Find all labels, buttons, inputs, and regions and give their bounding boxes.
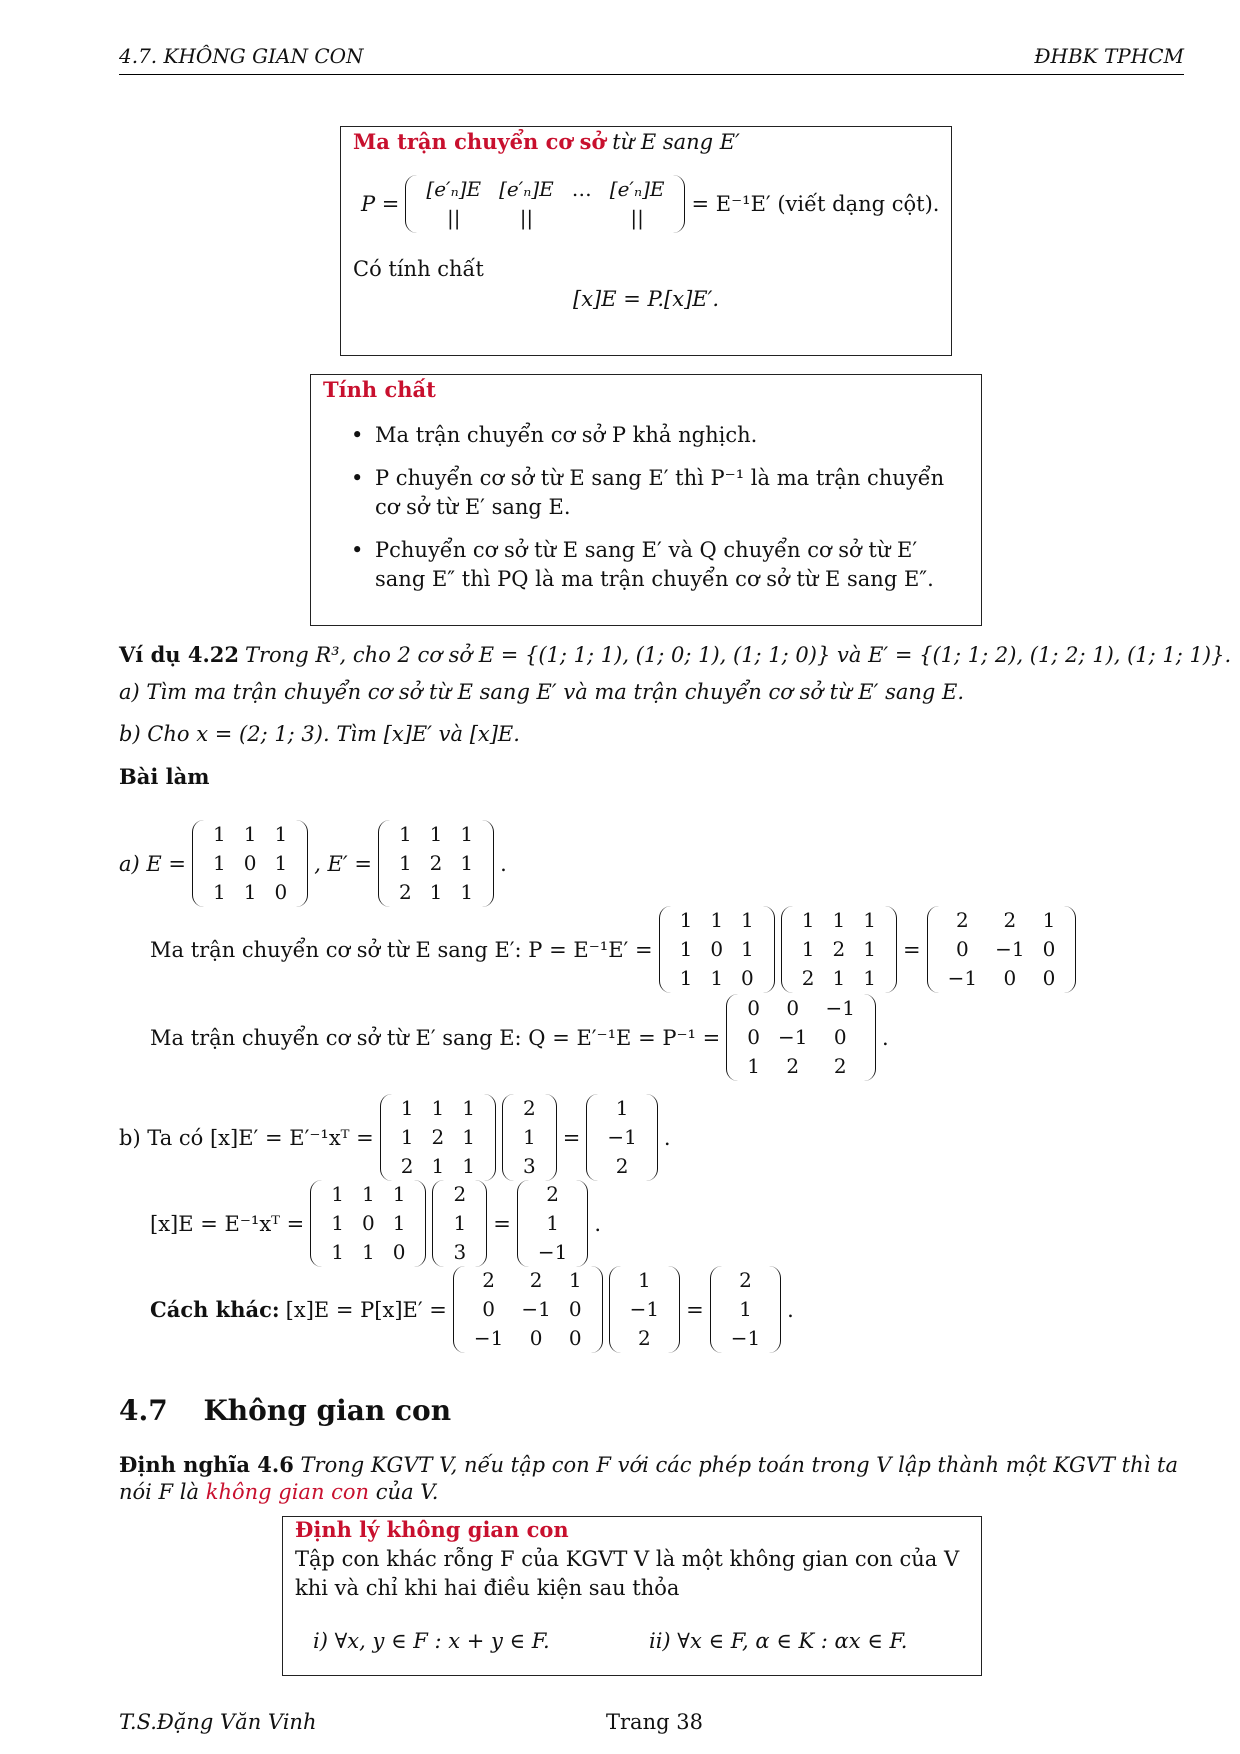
footer-page: Trang 38	[606, 1710, 703, 1734]
matrix-cell: −1	[777, 1025, 808, 1049]
matrix-cell: 1	[863, 966, 876, 990]
b-prefix: b) Ta có [x]E′ = E′⁻¹xᵀ =	[119, 1125, 374, 1150]
matrix-cell: 1	[243, 822, 257, 846]
matrix-cell: 1	[832, 966, 846, 990]
matrix-cell: −1	[730, 1326, 761, 1350]
section-title: Không gian con	[203, 1394, 452, 1427]
alt-formula: [x]E = P[x]E′ =	[285, 1297, 447, 1322]
section-number: 4.7	[119, 1394, 168, 1427]
q-computation-line	[150, 994, 895, 1081]
bar-n: ||	[630, 206, 644, 230]
matrix-cell: 2	[398, 880, 412, 904]
matrix-cell: 1	[568, 1268, 582, 1292]
matrix-cell: 1	[863, 908, 876, 932]
matrix-cell: 1	[400, 1125, 414, 1149]
definition-highlight: không gian con	[205, 1480, 370, 1504]
matrix-cell: 1	[331, 1240, 345, 1264]
property-item: • Pchuyển cơ sở từ E sang E′ và Q chuyển cơ sở từ E′ sang E″ thì PQ là ma trận chuyển cơ sở từ E sang E″.	[345, 536, 965, 594]
matrix-cell: 2	[637, 1326, 651, 1350]
matrix-cell: 1	[801, 908, 815, 932]
p-line-text: Ma trận chuyển cơ sở từ E sang E′: P = E⁻¹E′ =	[150, 937, 653, 962]
equals-sign: =	[562, 1125, 581, 1150]
matrix-cell: 1	[615, 1096, 629, 1120]
matrix-cell: 1	[462, 1154, 475, 1178]
matrix-P	[927, 906, 1077, 993]
matrix-cell: 0	[1003, 966, 1017, 990]
equals-sign: =	[686, 1297, 704, 1322]
box1-title-rest: từ E sang E′	[612, 130, 740, 154]
matrix-cell: 2	[801, 966, 815, 990]
a-mid: , E′ =	[314, 851, 372, 876]
theorem-condition-2: ii) ∀x ∈ F, α ∈ K : αx ∈ F.	[649, 1629, 908, 1653]
p-lhs: P =	[361, 192, 400, 216]
matrix-cell: 1	[362, 1240, 375, 1264]
example-label: Ví dụ 4.22	[119, 642, 239, 667]
equals-sign: =	[902, 937, 921, 962]
matrix-cell: 1	[213, 851, 226, 875]
definition	[119, 1452, 1184, 1477]
example-part-a: a) Tìm ma trận chuyển cơ sở từ E sang E′ và ma trận chuyển cơ sở từ E′ sang E.	[119, 680, 965, 704]
matrix-cell: 1	[274, 822, 288, 846]
matrix-cell: 1	[243, 880, 257, 904]
matrix-cell: 1	[331, 1211, 345, 1235]
matrix-cell: 1	[460, 880, 474, 904]
box1-title: Ma trận chuyển cơ sở	[353, 129, 606, 154]
matrix-cell: 1	[429, 880, 443, 904]
matrix-cell: −1	[537, 1240, 568, 1264]
matrix-cell: 0	[747, 996, 760, 1020]
matrix-cell: −1	[995, 937, 1025, 961]
dot: .	[787, 1297, 794, 1322]
alt-label: Cách khác:	[150, 1297, 280, 1322]
header-right: ĐHBK TPHCM	[1034, 44, 1184, 68]
solution-b-line	[119, 1094, 677, 1181]
matrix-cell: 0	[568, 1326, 582, 1350]
header-left: 4.7. KHÔNG GIAN CON	[119, 44, 364, 68]
matrix-cell: −1	[607, 1125, 637, 1149]
change-of-basis-box	[340, 126, 952, 356]
matrix-cell: 0	[786, 996, 800, 1020]
matrix-cell: 1	[431, 1154, 445, 1178]
matrix-cell: 1	[398, 822, 412, 846]
matrix-cell: 1	[213, 822, 226, 846]
example-part-b: b) Cho x = (2; 1; 3). Tìm [x]E′ và [x]E.	[119, 722, 520, 746]
matrix-cell: 1	[462, 1125, 475, 1149]
footer-author: T.S.Đặng Văn Vinh	[119, 1710, 317, 1734]
matrix-cell: 0	[955, 937, 969, 961]
equals-sign: =	[493, 1211, 511, 1236]
matrix-cell: 1	[522, 1125, 536, 1149]
example-heading	[119, 642, 1237, 667]
b2-prefix: [x]E = E⁻¹xᵀ =	[150, 1211, 305, 1236]
a-prefix: a) E =	[119, 851, 186, 876]
column-matrix	[405, 175, 685, 233]
matrix-cell: 1	[460, 822, 474, 846]
bar-dots	[563, 204, 601, 233]
q-line-text: Ma trận chuyển cơ sở từ E′ sang E: Q = E′⁻¹E = P⁻¹ =	[150, 1025, 721, 1050]
properties-box	[310, 374, 982, 626]
bar-1: ||	[447, 206, 461, 230]
matrix-cell: 0	[710, 937, 724, 961]
solution-a-line	[119, 820, 513, 907]
property-item: • P chuyển cơ sở từ E sang E′ thì P⁻¹ là ma trận chuyển cơ sở từ E′ sang E.	[345, 464, 965, 522]
matrix-cell: 0	[833, 1025, 847, 1049]
matrix-cell: 1	[679, 966, 693, 990]
property-item: • Ma trận chuyển cơ sở P khả nghịch.	[345, 421, 965, 450]
matrix-cell: 1	[462, 1096, 475, 1120]
matrix-cell: 0	[392, 1240, 406, 1264]
matrix-cell: 1	[213, 880, 226, 904]
matrix-cell: 1	[747, 1054, 760, 1078]
col-dots: …	[571, 177, 592, 201]
p-rhs: = E⁻¹E′ (viết dạng cột).	[691, 192, 940, 216]
matrix-cell: 1	[741, 908, 754, 932]
matrix-Q	[726, 994, 876, 1081]
matrix-cell: 1	[679, 908, 693, 932]
matrix-cell: 2	[546, 1182, 559, 1206]
properties-list	[345, 421, 965, 608]
matrix-cell: 2	[429, 851, 443, 875]
matrix-cell: 2	[482, 1268, 495, 1292]
matrix-cell: 1	[429, 822, 443, 846]
matrix-cell: 1	[431, 1096, 445, 1120]
matrix-E	[192, 820, 308, 907]
matrix-cell: 1	[398, 851, 412, 875]
col-1: [e′ₙ]E	[426, 177, 482, 201]
subspace-theorem-box	[282, 1516, 982, 1676]
matrix-E-prime	[378, 820, 494, 907]
matrix-cell: 0	[274, 880, 288, 904]
vector-x-E-prime	[586, 1094, 657, 1181]
matrix-cell: 3	[522, 1154, 536, 1178]
matrix-cell: 2	[739, 1268, 752, 1292]
matrix-cell: 2	[529, 1268, 543, 1292]
matrix-E-prime-b	[380, 1094, 496, 1181]
matrix-cell: 1	[392, 1211, 406, 1235]
matrix-cell: 1	[1042, 908, 1056, 932]
matrix-cell: 1	[710, 908, 724, 932]
property-label: Có tính chất	[353, 257, 484, 281]
matrix-cell: 2	[453, 1182, 467, 1206]
vector-x	[502, 1094, 557, 1181]
matrix-cell: −1	[947, 966, 978, 990]
matrix-cell: −1	[825, 996, 855, 1020]
matrix-P-alt	[453, 1266, 603, 1353]
matrix-cell: 1	[637, 1268, 651, 1292]
matrix-cell: 2	[615, 1154, 629, 1178]
matrix-cell: 0	[1042, 966, 1056, 990]
matrix-cell: 1	[392, 1182, 406, 1206]
section-heading	[119, 1394, 451, 1427]
matrix-cell: 0	[741, 966, 754, 990]
property-formula: [x]E = P.[x]E′.	[573, 287, 720, 311]
dot: .	[881, 1025, 889, 1050]
solution-b2-line	[150, 1180, 607, 1267]
p-definition	[361, 175, 945, 233]
matrix-cell: −1	[629, 1297, 660, 1321]
p-computation-line	[150, 906, 1082, 993]
matrix-cell: 1	[453, 1211, 467, 1235]
matrix-cell: 1	[331, 1182, 345, 1206]
example-text: Trong R³, cho 2 cơ sở E = {(1; 1; 1), (1; 0; 1), (1; 1; 0)} và E′ = {(1; 1; 2), (1; 2; 1), (1; 1; 1)}.	[245, 642, 1232, 667]
matrix-cell: 1	[679, 937, 693, 961]
alternative-line	[150, 1266, 800, 1353]
matrix-E-b	[310, 1180, 426, 1267]
matrix-cell: 1	[362, 1182, 375, 1206]
vector-x	[432, 1180, 487, 1267]
matrix-cell: 1	[546, 1211, 559, 1235]
matrix-cell: 3	[453, 1240, 467, 1264]
definition-line2	[119, 1480, 438, 1504]
definition-text2a: nói F là	[119, 1480, 200, 1504]
matrix-cell: 2	[786, 1054, 800, 1078]
definition-text1: Trong KGVT V, nếu tập con F với các phép toán trong V lập thành một KGVT thì ta	[300, 1453, 1178, 1477]
matrix-cell: 1	[863, 937, 876, 961]
matrix-cell: 1	[832, 908, 846, 932]
header-rule	[119, 74, 1184, 75]
matrix-cell: 0	[568, 1297, 582, 1321]
dot: .	[594, 1211, 601, 1236]
definition-text2b: của V.	[375, 1480, 439, 1504]
matrix-cell: −1	[521, 1297, 551, 1321]
matrix-cell: 1	[400, 1096, 414, 1120]
vector-x-E-alt	[710, 1266, 781, 1353]
matrix-cell: 2	[955, 908, 969, 932]
theorem-condition-1: i) ∀x, y ∈ F : x + y ∈ F.	[313, 1629, 550, 1653]
matrix-cell: 2	[1003, 908, 1017, 932]
theorem-text: Tập con khác rỗng F của KGVT V là một không gian con của V khi và chỉ khi hai điều kiện sau thỏa	[295, 1547, 960, 1600]
box2-title: Tính chất	[323, 377, 436, 402]
bar-2: ||	[519, 206, 534, 230]
matrix-cell: 1	[801, 937, 815, 961]
matrix-cell: 0	[529, 1326, 543, 1350]
matrix-cell: 1	[274, 851, 288, 875]
matrix-cell: 2	[832, 937, 846, 961]
matrix-cell: 0	[362, 1211, 375, 1235]
col-n: [e′ₙ]E	[609, 177, 665, 201]
matrix-cell: 1	[710, 966, 724, 990]
vector-x-E	[517, 1180, 588, 1267]
matrix-cell: 2	[400, 1154, 414, 1178]
matrix-cell: 1	[741, 937, 754, 961]
matrix-cell: −1	[473, 1326, 504, 1350]
col-2: [e′ₙ]E	[499, 177, 554, 201]
theorem-title: Định lý không gian con	[295, 1517, 569, 1542]
solution-label: Bài làm	[119, 764, 210, 789]
matrix-cell: 1	[739, 1297, 752, 1321]
matrix-cell: 1	[460, 851, 474, 875]
matrix-cell: 2	[431, 1125, 445, 1149]
matrix-cell: 0	[482, 1297, 495, 1321]
matrix-cell: 2	[522, 1096, 536, 1120]
matrix-cell: 0	[243, 851, 257, 875]
matrix-cell: 2	[833, 1054, 847, 1078]
matrix-cell: 0	[747, 1025, 760, 1049]
a-end: .	[500, 851, 507, 876]
matrix-E-inverse-factor	[659, 906, 775, 993]
vector-x-E-prime-alt	[609, 1266, 680, 1353]
matrix-cell: 0	[1042, 937, 1056, 961]
dot: .	[663, 1125, 671, 1150]
definition-label: Định nghĩa 4.6	[119, 1452, 294, 1477]
matrix-E-prime-factor	[781, 906, 897, 993]
